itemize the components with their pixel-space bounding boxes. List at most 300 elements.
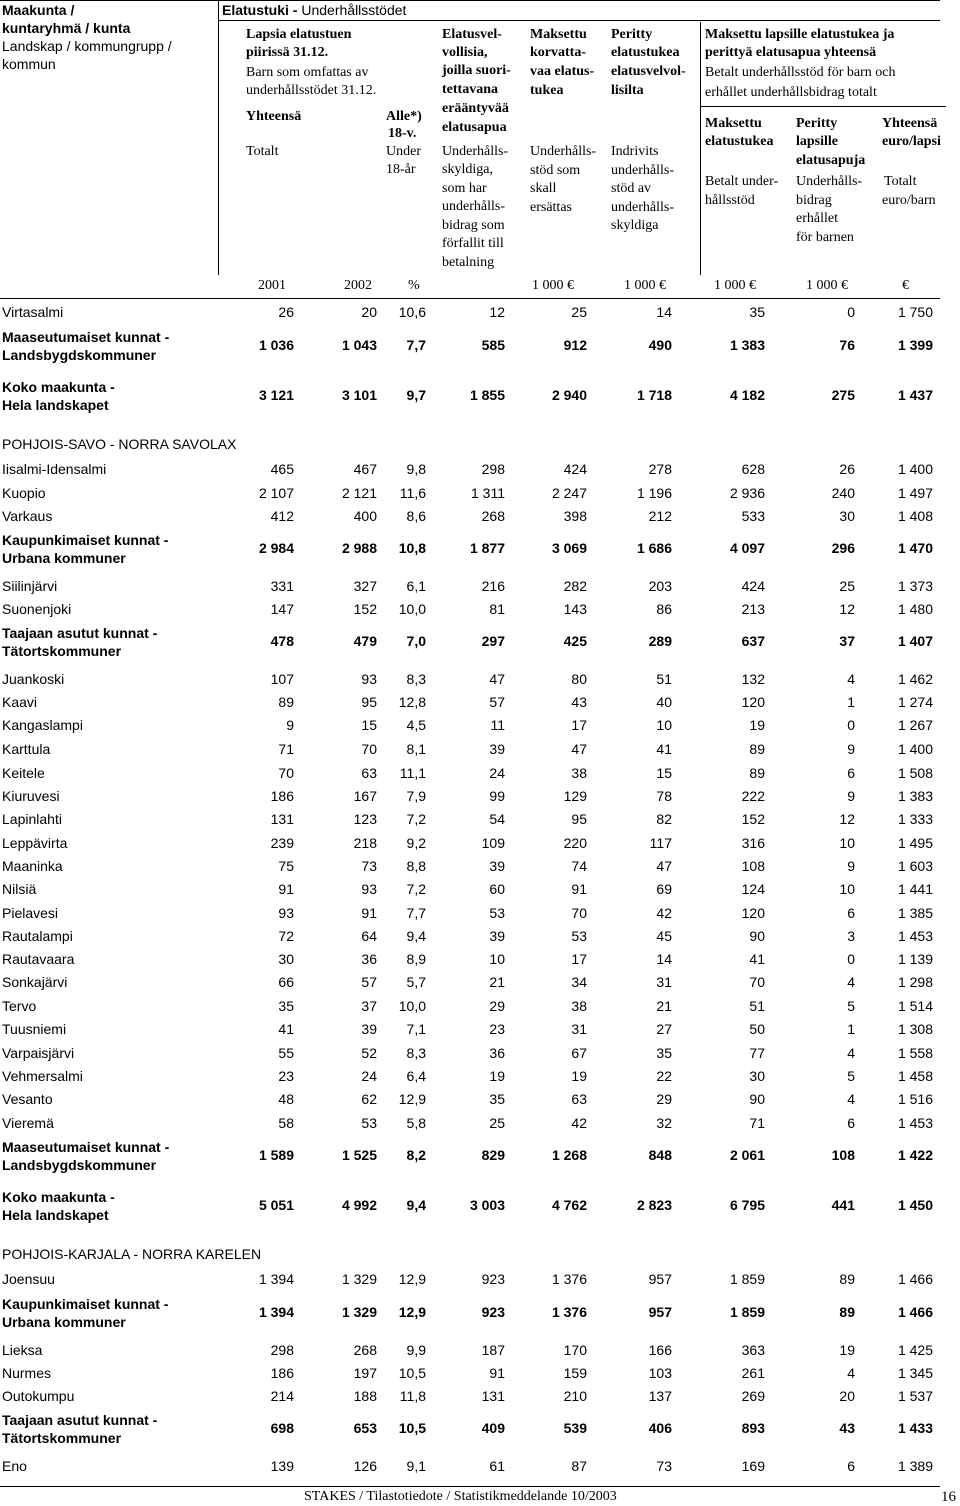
cell-col-8: 4 — [847, 1045, 855, 1061]
row-label-line: Suonenjoki — [2, 601, 72, 617]
cell-col-1: 214 — [270, 1388, 294, 1404]
cell-col-1: 35 — [278, 998, 294, 1014]
cell-col-4: 57 — [489, 694, 505, 710]
cell-col-4: 39 — [489, 858, 505, 874]
cell-col-3: 10,0 — [398, 601, 426, 617]
cell-col-4: 61 — [489, 1458, 505, 1474]
cell-col-5: 67 — [571, 1045, 587, 1061]
cell-col-1: 41 — [278, 1021, 294, 1037]
cell-col-9: 1 516 — [897, 1091, 933, 1107]
header-divider — [218, 0, 219, 275]
cell-col-2: 1 329 — [341, 1304, 377, 1320]
cell-col-9: 1 497 — [897, 485, 933, 501]
row-label — [2, 624, 157, 660]
table-row — [0, 378, 940, 418]
cell-col-1: 1 394 — [258, 1304, 294, 1320]
cell-col-3: 9,9 — [406, 1342, 426, 1358]
cell-col-2: 327 — [353, 578, 377, 594]
cell-col-9: 1 345 — [897, 1365, 933, 1381]
paid-header: tukea — [530, 83, 564, 98]
cell-col-8: 3 — [847, 928, 855, 944]
row-label — [2, 857, 63, 875]
cell-col-5: 87 — [571, 1458, 587, 1474]
unit-label: 2002 — [344, 278, 372, 293]
cell-col-2: 39 — [361, 1021, 377, 1037]
cell-col-3: 9,2 — [406, 835, 426, 851]
cell-col-6: 1 686 — [636, 540, 672, 556]
debtors-header: tettavana — [442, 82, 498, 97]
cell-col-9: 1 558 — [897, 1045, 933, 1061]
cell-col-4: 25 — [489, 1115, 505, 1131]
cell-col-3: 7,2 — [406, 881, 426, 897]
cell-col-7: 2 936 — [729, 485, 765, 501]
cell-col-8: 37 — [839, 633, 855, 649]
group-header: erhållet underhållsbidrag totalt — [705, 85, 877, 100]
cell-col-9: 1 400 — [897, 741, 933, 757]
table-row — [0, 1411, 940, 1451]
unit-label: 2001 — [258, 278, 286, 293]
row-label — [2, 1067, 83, 1085]
children-header: Barn som omfattas av — [246, 65, 369, 80]
row-label-line: Kuopio — [2, 485, 46, 501]
cell-col-4: 298 — [481, 461, 505, 477]
cell-col-4: 23 — [489, 1021, 505, 1037]
cell-col-2: 20 — [361, 304, 377, 320]
cell-col-1: 1 036 — [258, 337, 294, 353]
header-top-rule — [0, 0, 940, 1]
cell-col-9: 1 298 — [897, 974, 933, 990]
cell-col-3: 8,9 — [406, 951, 426, 967]
debtors-header: erääntyvää — [442, 101, 509, 116]
row-label-line: Juankoski — [2, 671, 65, 687]
row-label-line: Outokumpu — [2, 1388, 75, 1404]
cell-col-8: 12 — [839, 811, 855, 827]
cell-col-6: 2 823 — [636, 1197, 672, 1213]
row-label — [2, 460, 106, 478]
cell-col-7: 50 — [749, 1021, 765, 1037]
section-heading: POHJOIS-SAVO - NORRA SAVOLAX — [2, 436, 237, 452]
cell-col-4: 47 — [489, 671, 505, 687]
g3-header: euro/lapsi — [882, 134, 941, 149]
g2-header: för barnen — [796, 230, 854, 245]
cell-col-5: 63 — [571, 1091, 587, 1107]
cell-col-5: 38 — [571, 998, 587, 1014]
cell-col-9: 1 433 — [897, 1420, 933, 1436]
cell-col-5: 53 — [571, 928, 587, 944]
cell-col-4: 585 — [481, 337, 505, 353]
row-label — [2, 810, 62, 828]
cell-col-3: 8,8 — [406, 858, 426, 874]
cell-col-2: 268 — [353, 1342, 377, 1358]
unit-label: 1 000 € — [624, 278, 666, 293]
cell-col-1: 478 — [270, 633, 294, 649]
row-label-line: Joensuu — [2, 1271, 55, 1287]
cell-col-3: 7,7 — [406, 905, 426, 921]
cell-col-8: 1 — [847, 1021, 855, 1037]
cell-col-5: 1 268 — [551, 1147, 587, 1163]
cell-col-4: 216 — [481, 578, 505, 594]
row-label-line: Maaninka — [2, 858, 63, 874]
cell-col-1: 9 — [286, 717, 294, 733]
cell-col-5: 17 — [571, 951, 587, 967]
cell-col-5: 282 — [563, 578, 587, 594]
cell-col-6: 31 — [656, 974, 672, 990]
cell-col-3: 8,1 — [406, 741, 426, 757]
cell-col-1: 298 — [270, 1342, 294, 1358]
g2-header: lapsille — [796, 134, 839, 149]
cell-col-5: 80 — [571, 671, 587, 687]
cell-col-5: 425 — [563, 633, 587, 649]
collected-header: lisilta — [611, 83, 644, 98]
footer-source: STAKES / Tilastotiedote / Statistikmeddelande 10/2003 — [304, 1489, 617, 1504]
children-header: underhållsstödet 31.12. — [246, 83, 377, 98]
row-label-line: Eno — [2, 1458, 27, 1474]
row-label-line: Kangaslampi — [2, 717, 83, 733]
cell-col-7: 120 — [741, 905, 765, 921]
cell-col-1: 1 589 — [258, 1147, 294, 1163]
cell-col-2: 2 988 — [341, 540, 377, 556]
row-label — [2, 328, 169, 364]
row-label — [2, 764, 45, 782]
row-label — [2, 787, 60, 805]
cell-col-3: 9,7 — [406, 387, 426, 403]
cell-col-2: 24 — [361, 1068, 377, 1084]
row-label-line: Kaupunkimaiset kunnat - — [2, 532, 169, 548]
cell-col-5: 74 — [571, 858, 587, 874]
cell-col-8: 26 — [839, 461, 855, 477]
cell-col-8: 240 — [831, 485, 855, 501]
cell-col-9: 1 373 — [897, 578, 933, 594]
cell-col-8: 5 — [847, 1068, 855, 1084]
cell-col-6: 82 — [656, 811, 672, 827]
table-title — [222, 1, 406, 19]
row-label-line: Tätortskommuner — [2, 643, 122, 659]
cell-col-4: 131 — [481, 1388, 505, 1404]
cell-col-7: 1 859 — [729, 1271, 765, 1287]
row-label — [2, 577, 57, 595]
cell-col-1: 58 — [278, 1115, 294, 1131]
cell-col-9: 1 462 — [897, 671, 933, 687]
cell-col-7: 533 — [741, 508, 765, 524]
cell-col-4: 24 — [489, 765, 505, 781]
debtors-header: Elatusvel- — [442, 27, 502, 42]
cell-col-3: 10,0 — [398, 998, 426, 1014]
row-label — [2, 1295, 168, 1331]
cell-col-8: 0 — [847, 717, 855, 733]
cell-col-3: 11,8 — [399, 1388, 426, 1404]
group-header: Maksettu lapsille elatustukea ja — [705, 27, 895, 42]
cell-col-7: 222 — [741, 788, 765, 804]
g2-header: elatusapuja — [796, 153, 866, 168]
cell-col-3: 9,4 — [406, 928, 426, 944]
row-label-line: Varpaisjärvi — [2, 1045, 75, 1061]
row-label-line: Karttula — [2, 741, 51, 757]
row-label-line: Hela landskapet — [2, 1207, 109, 1223]
cell-col-2: 2 121 — [341, 485, 377, 501]
cell-col-4: 923 — [481, 1304, 505, 1320]
page-number: 16 — [941, 1489, 956, 1505]
cell-col-9: 1 514 — [897, 998, 933, 1014]
cell-col-1: 186 — [270, 788, 294, 804]
cell-col-2: 653 — [353, 1420, 377, 1436]
cell-col-1: 139 — [270, 1458, 294, 1474]
cell-col-6: 848 — [648, 1147, 672, 1163]
row-label — [2, 670, 64, 688]
cell-col-2: 53 — [361, 1115, 377, 1131]
cell-col-8: 6 — [847, 1458, 855, 1474]
cell-col-2: 15 — [361, 717, 377, 733]
cell-col-5: 129 — [563, 788, 587, 804]
cell-col-6: 51 — [656, 671, 672, 687]
cell-col-6: 41 — [656, 741, 672, 757]
row-label-line: Koko maakunta - — [2, 1189, 115, 1205]
cell-col-6: 22 — [656, 1068, 672, 1084]
total-header-sv: Totalt — [246, 144, 279, 159]
cell-col-7: 6 795 — [729, 1197, 765, 1213]
cell-col-5: 43 — [571, 694, 587, 710]
unit-label: % — [408, 278, 420, 293]
cell-col-1: 71 — [278, 741, 294, 757]
cell-col-3: 11,1 — [399, 765, 426, 781]
cell-col-9: 1 400 — [897, 461, 933, 477]
row-label-line: Virtasalmi — [2, 304, 64, 320]
paid-header: Maksettu — [530, 27, 587, 42]
table-row — [0, 328, 940, 368]
cell-col-4: 109 — [481, 835, 505, 851]
debtors-header: som har — [442, 181, 487, 196]
cell-col-8: 12 — [839, 601, 855, 617]
cell-col-1: 66 — [278, 974, 294, 990]
cell-col-7: 269 — [741, 1388, 765, 1404]
cell-col-2: 1 525 — [341, 1147, 377, 1163]
cell-col-5: 95 — [571, 811, 587, 827]
cell-col-8: 89 — [839, 1271, 855, 1287]
debtors-header: bidrag som — [442, 218, 505, 233]
cell-col-8: 9 — [847, 788, 855, 804]
cell-col-7: 169 — [741, 1458, 765, 1474]
row-label-line: Lieksa — [2, 1342, 43, 1358]
row-label — [2, 303, 63, 321]
cell-col-3: 5,8 — [406, 1115, 426, 1131]
group-header: perittyä elatusapua yhteensä — [705, 45, 877, 60]
cell-col-5: 424 — [563, 461, 587, 477]
area-col-line: Maakunta / — [2, 2, 75, 18]
cell-col-5: 2 247 — [551, 485, 587, 501]
cell-col-7: 261 — [741, 1365, 765, 1381]
collected-header: Indrivits — [611, 144, 659, 159]
cell-col-6: 406 — [648, 1420, 672, 1436]
row-label-line: Hela landskapet — [2, 397, 109, 413]
group-rule — [700, 106, 946, 107]
cell-col-7: 424 — [741, 578, 765, 594]
row-label — [2, 1114, 54, 1132]
collected-header: elatustukea — [611, 45, 680, 60]
row-label — [2, 1411, 157, 1447]
cell-col-1: 1 394 — [258, 1271, 294, 1287]
cell-col-3: 4,5 — [406, 717, 426, 733]
cell-col-4: 10 — [489, 951, 505, 967]
debtors-header: underhålls- — [442, 199, 505, 214]
cell-col-9: 1 422 — [897, 1147, 933, 1163]
unit-label: € — [902, 278, 909, 293]
cell-col-5: 70 — [571, 905, 587, 921]
cell-col-7: 89 — [749, 741, 765, 757]
cell-col-7: 628 — [741, 461, 765, 477]
cell-col-1: 412 — [270, 508, 294, 524]
cell-col-6: 69 — [656, 881, 672, 897]
cell-col-6: 278 — [648, 461, 672, 477]
cell-col-3: 11,6 — [399, 485, 426, 501]
row-label-line: Maaseutumaiset kunnat - — [2, 329, 170, 345]
cell-col-4: 923 — [481, 1271, 505, 1287]
under18-header: Alle*) — [386, 109, 422, 124]
paid-header: vaa elatus- — [530, 64, 595, 79]
row-label — [2, 1270, 55, 1288]
cell-col-5: 210 — [563, 1388, 587, 1404]
cell-col-7: 70 — [749, 974, 765, 990]
cell-col-4: 35 — [489, 1091, 505, 1107]
cell-col-6: 203 — [648, 578, 672, 594]
cell-col-3: 5,7 — [406, 974, 426, 990]
paid-header: skall — [530, 181, 557, 196]
cell-col-4: 54 — [489, 811, 505, 827]
g1-header: Betalt under- — [705, 174, 779, 189]
row-label-line: Kaavi — [2, 694, 38, 710]
row-label-line: Nurmes — [2, 1365, 52, 1381]
row-label — [2, 1020, 66, 1038]
cell-col-2: 3 101 — [341, 387, 377, 403]
cell-col-9: 1 383 — [897, 788, 933, 804]
cell-col-2: 218 — [353, 835, 377, 851]
row-label-line: Rautalampi — [2, 928, 73, 944]
cell-col-6: 78 — [656, 788, 672, 804]
cell-col-7: 132 — [741, 671, 765, 687]
g2-header: Peritty — [796, 116, 838, 131]
cell-col-3: 8,6 — [406, 508, 426, 524]
row-label-line: Leppävirta — [2, 835, 68, 851]
cell-col-6: 86 — [656, 601, 672, 617]
cell-col-7: 637 — [741, 633, 765, 649]
cell-col-6: 1 718 — [636, 387, 672, 403]
cell-col-6: 14 — [656, 951, 672, 967]
cell-col-4: 829 — [481, 1147, 505, 1163]
cell-col-6: 957 — [648, 1304, 672, 1320]
row-label-line: Tuusniemi — [2, 1021, 67, 1037]
cell-col-8: 4 — [847, 974, 855, 990]
cell-col-6: 32 — [656, 1115, 672, 1131]
cell-col-9: 1 470 — [897, 540, 933, 556]
row-label-line: Koko maakunta - — [2, 379, 115, 395]
cell-col-6: 957 — [648, 1271, 672, 1287]
cell-col-6: 42 — [656, 905, 672, 921]
row-label-line: Iisalmi-Idensalmi — [2, 461, 107, 477]
cell-col-1: 465 — [270, 461, 294, 477]
row-label — [2, 1090, 53, 1108]
row-label — [2, 716, 83, 734]
cell-col-1: 5 051 — [258, 1197, 294, 1213]
collected-header: underhålls- — [611, 200, 674, 215]
cell-col-9: 1 308 — [897, 1021, 933, 1037]
cell-col-1: 93 — [278, 905, 294, 921]
row-label — [2, 693, 37, 711]
cell-col-6: 289 — [648, 633, 672, 649]
debtors-header: vollisia, — [442, 45, 488, 60]
cell-col-6: 27 — [656, 1021, 672, 1037]
row-label-line: Vehmersalmi — [2, 1068, 83, 1084]
cell-col-5: 34 — [571, 974, 587, 990]
cell-col-8: 4 — [847, 1091, 855, 1107]
cell-col-6: 212 — [648, 508, 672, 524]
cell-col-9: 1 453 — [897, 1115, 933, 1131]
cell-col-2: 62 — [361, 1091, 377, 1107]
cell-col-8: 108 — [831, 1147, 855, 1163]
cell-col-2: 93 — [361, 671, 377, 687]
cell-col-7: 124 — [741, 881, 765, 897]
cell-col-3: 12,9 — [398, 1304, 426, 1320]
cell-col-7: 89 — [749, 765, 765, 781]
row-label — [2, 1188, 115, 1224]
g3-header: Yhteensä — [882, 116, 938, 131]
cell-col-6: 35 — [656, 1045, 672, 1061]
cell-col-9: 1 407 — [897, 633, 933, 649]
cell-col-7: 363 — [741, 1342, 765, 1358]
footer-rule — [0, 1486, 940, 1487]
cell-col-2: 73 — [361, 858, 377, 874]
cell-col-3: 12,8 — [398, 694, 426, 710]
cell-col-9: 1 603 — [897, 858, 933, 874]
cell-col-5: 1 376 — [551, 1304, 587, 1320]
cell-col-8: 76 — [839, 337, 855, 353]
row-label — [2, 950, 74, 968]
cell-col-4: 36 — [489, 1045, 505, 1061]
cell-col-2: 197 — [353, 1365, 377, 1381]
cell-col-6: 45 — [656, 928, 672, 944]
cell-col-9: 1 495 — [897, 835, 933, 851]
paid-header: stöd som — [530, 163, 581, 178]
cell-col-2: 1 329 — [341, 1271, 377, 1287]
cell-col-1: 107 — [270, 671, 294, 687]
cell-col-7: 1 859 — [729, 1304, 765, 1320]
row-label — [2, 531, 168, 567]
cell-col-8: 9 — [847, 741, 855, 757]
cell-col-3: 8,2 — [406, 1147, 426, 1163]
cell-col-2: 37 — [361, 998, 377, 1014]
unit-label: 1 000 € — [714, 278, 756, 293]
area-col-line: kommun — [2, 56, 56, 72]
row-label — [2, 927, 73, 945]
table-title-sv: Underhållsstödet — [301, 2, 407, 18]
cell-col-6: 29 — [656, 1091, 672, 1107]
cell-col-8: 25 — [839, 578, 855, 594]
cell-col-5: 31 — [571, 1021, 587, 1037]
cell-col-9: 1 267 — [897, 717, 933, 733]
cell-col-3: 6,1 — [406, 578, 426, 594]
cell-col-8: 0 — [847, 304, 855, 320]
row-label-line: Kaupunkimaiset kunnat - — [2, 1296, 169, 1312]
row-label-line: Landsbygdskommuner — [2, 1157, 157, 1173]
cell-col-3: 7,9 — [406, 788, 426, 804]
cell-col-8: 6 — [847, 765, 855, 781]
cell-col-7: 2 061 — [729, 1147, 765, 1163]
cell-col-8: 0 — [847, 951, 855, 967]
cell-col-2: 95 — [361, 694, 377, 710]
cell-col-9: 1 458 — [897, 1068, 933, 1084]
cell-col-9: 1 450 — [897, 1197, 933, 1213]
cell-col-7: 90 — [749, 928, 765, 944]
cell-col-7: 90 — [749, 1091, 765, 1107]
cell-col-8: 441 — [831, 1197, 855, 1213]
cell-col-5: 3 069 — [551, 540, 587, 556]
